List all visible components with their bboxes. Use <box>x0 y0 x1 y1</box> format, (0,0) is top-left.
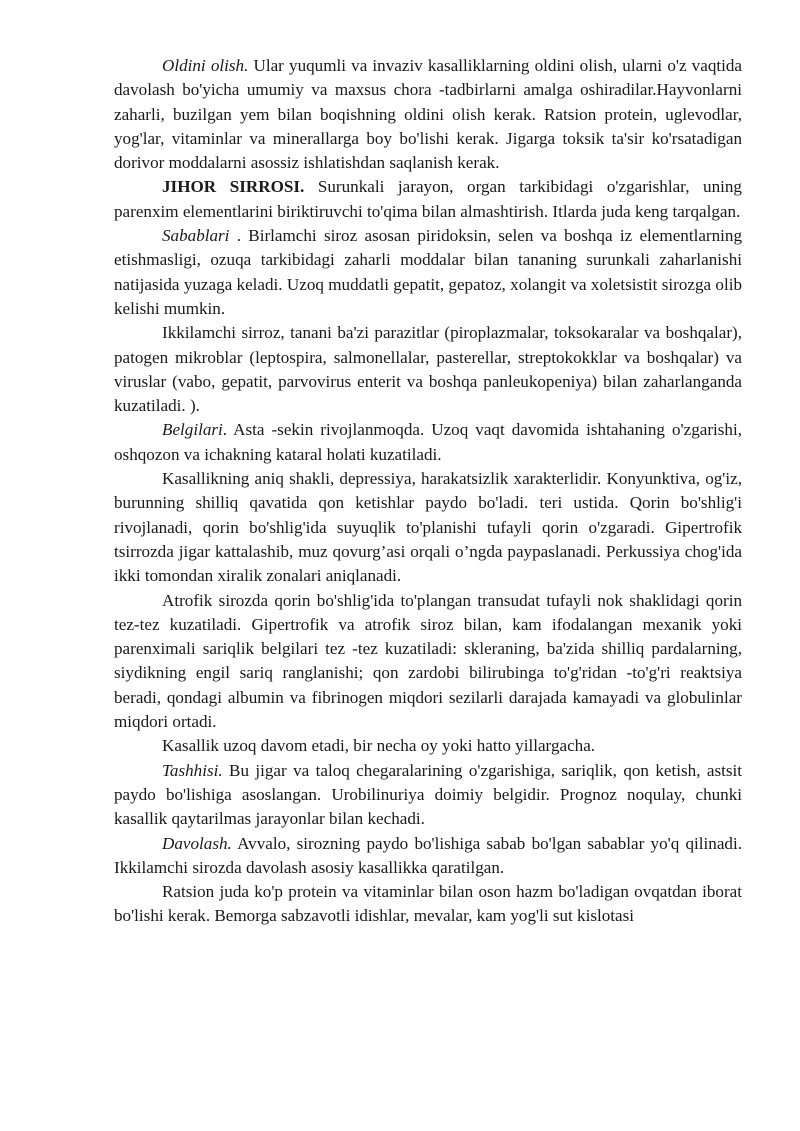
paragraph-diagnosis <box>114 759 742 832</box>
paragraph-text: Kasallik uzoq davom etadi, bir necha oy yoki hatto yillargacha. <box>162 736 596 756</box>
paragraph-text: Ular yuqumli va invaziv kasalliklarning oldini olish, ularni o'z vaqtida davolash bo'yicha umumiy va maxsus chora -tadbirlarni amalga oshiradilar.Hayvonlarni zaharli, buzilgan yem bilan boqishning oldini olish kerak. Ratsion protein, uglevodlar, yog'lar, vitaminlar va minerallarga boy bo'lishi kerak. Jigarga toksik ta'sir ko'rsatadigan dorivor moddalarni asossiz ishlatishdan saqlanish kerak. <box>114 56 742 173</box>
paragraph-text: Surunkali jarayon, organ tarkibidagi o'zgarishlar, uning parenxim elementlarini biriktiruvchi to'qima bilan almashtirish. Itlarda juda keng tarqalgan. <box>114 177 742 221</box>
paragraph-secondary-cirrhosis <box>114 321 742 418</box>
paragraph-lead: Sabablari <box>162 226 230 246</box>
paragraph-duration <box>114 734 742 758</box>
paragraph-atrophic-cirrhosis <box>114 589 742 735</box>
paragraph-prevention <box>114 54 742 175</box>
paragraph-treatment <box>114 832 742 881</box>
paragraph-diet <box>114 880 742 929</box>
paragraph-text: Ikkilamchi sirroz, tanani ba'zi parazitlar (piroplazmalar, toksokaralar va boshqalar), patogen mikroblar (leptospira, salmonellalar, pasterellar, streptokokklar va boshqalar) va viruslar (vabo, gepatit, parvovirus enterit va boshqa panleukopeniya) bilan zaharlanganda kuzatiladi. ). <box>114 323 742 416</box>
paragraph-cirrhosis-heading <box>114 175 742 224</box>
paragraph-text: Avvalo, sirozning paydo bo'lishiga sabab bo'lgan sabablar yo'q qilinadi. Ikkilamchi sirozda davolash asosiy kasallikka qaratilgan. <box>114 833 742 877</box>
paragraph-lead: Belgilari <box>162 420 223 440</box>
paragraph-text: Atrofik sirozda qorin bo'shlig'ida to'plangan transudat tufayli nok shaklidagi qorin tez-tez kuzatiladi. Gipertrofik va atrofik siroz bilan, kam ifodalangan mexanik yoki parenximali sariqlik belgilari tez -tez kuzatiladi: skleraning, ba'zida shilliq pardalarning, siydikning engil sariq ranglanishi; qon zardobi bilirubinga to'g'ridan -to'g'ri reaktsiya beradi, qondagi albumin va fibrinogen miqdori sezilarli darajada kamayadi va globulinlar miqdori ortadi. <box>114 590 742 732</box>
paragraph-text: . Asta -sekin rivojlanmoqda. Uzoq vaqt davomida ishtahaning o'zgarishi, oshqozon va ichakning kataral holati kuzatiladi. <box>114 420 742 464</box>
paragraph-text: Bu jigar va taloq chegaralarining o'zgarishiga, sariqlik, qon ketish, astsit paydo bo'lishiga asoslangan. Urobilinuriya doimiy belgidir. Prognoz noqulay, chunki kasallik qaytarilmas jarayonlar bilan kechadi. <box>114 760 742 829</box>
document-page <box>114 54 742 929</box>
paragraph-lead: Davolash. <box>162 833 232 853</box>
section-heading: JIHOR SIRROSI. <box>162 177 305 197</box>
paragraph-text: Ratsion juda ko'p protein va vitaminlar bilan oson hazm bo'ladigan ovqatdan iborat bo'lishi kerak. Bemorga sabzavotli idishlar, mevalar, kam yog'li sut kislotasi <box>114 882 742 926</box>
paragraph-causes <box>114 224 742 321</box>
paragraph-text: . Birlamchi siroz asosan piridoksin, selen va boshqa iz elementlarning etishmasligi, ozuqa tarkibidagi zaharli moddalar bilan tananing surunkali zaharlanishi natijasida yuzaga keladi. Uzoq muddatli gepatit, gepatoz, xolangit va xoletsistit sirozga olib kelishi mumkin. <box>114 226 742 318</box>
paragraph-text: Kasallikning aniq shakli, depressiya, harakatsizlik xarakterlidir. Konyunktiva, og'iz, burunning shilliq qavatida qon ketishlar paydo bo'ladi. teri ustida. Qorin bo'shlig'i rivojlanadi, qorin bo'shlig'ida suyuqlik to'planishi tufayli qorin o'zgaradi. Gipertrofik tsirrozda jigar kattalashib, muz qovurg’asi orqali o’ngda paypaslanadi. Perkussiya chog'ida ikki tomondan xiralik zonalari aniqlanadi. <box>114 469 742 586</box>
paragraph-signs <box>114 418 742 467</box>
paragraph-lead: Oldini olish. <box>162 56 249 75</box>
paragraph-disease-form <box>114 467 742 588</box>
paragraph-lead: Tashhisi. <box>162 760 223 780</box>
